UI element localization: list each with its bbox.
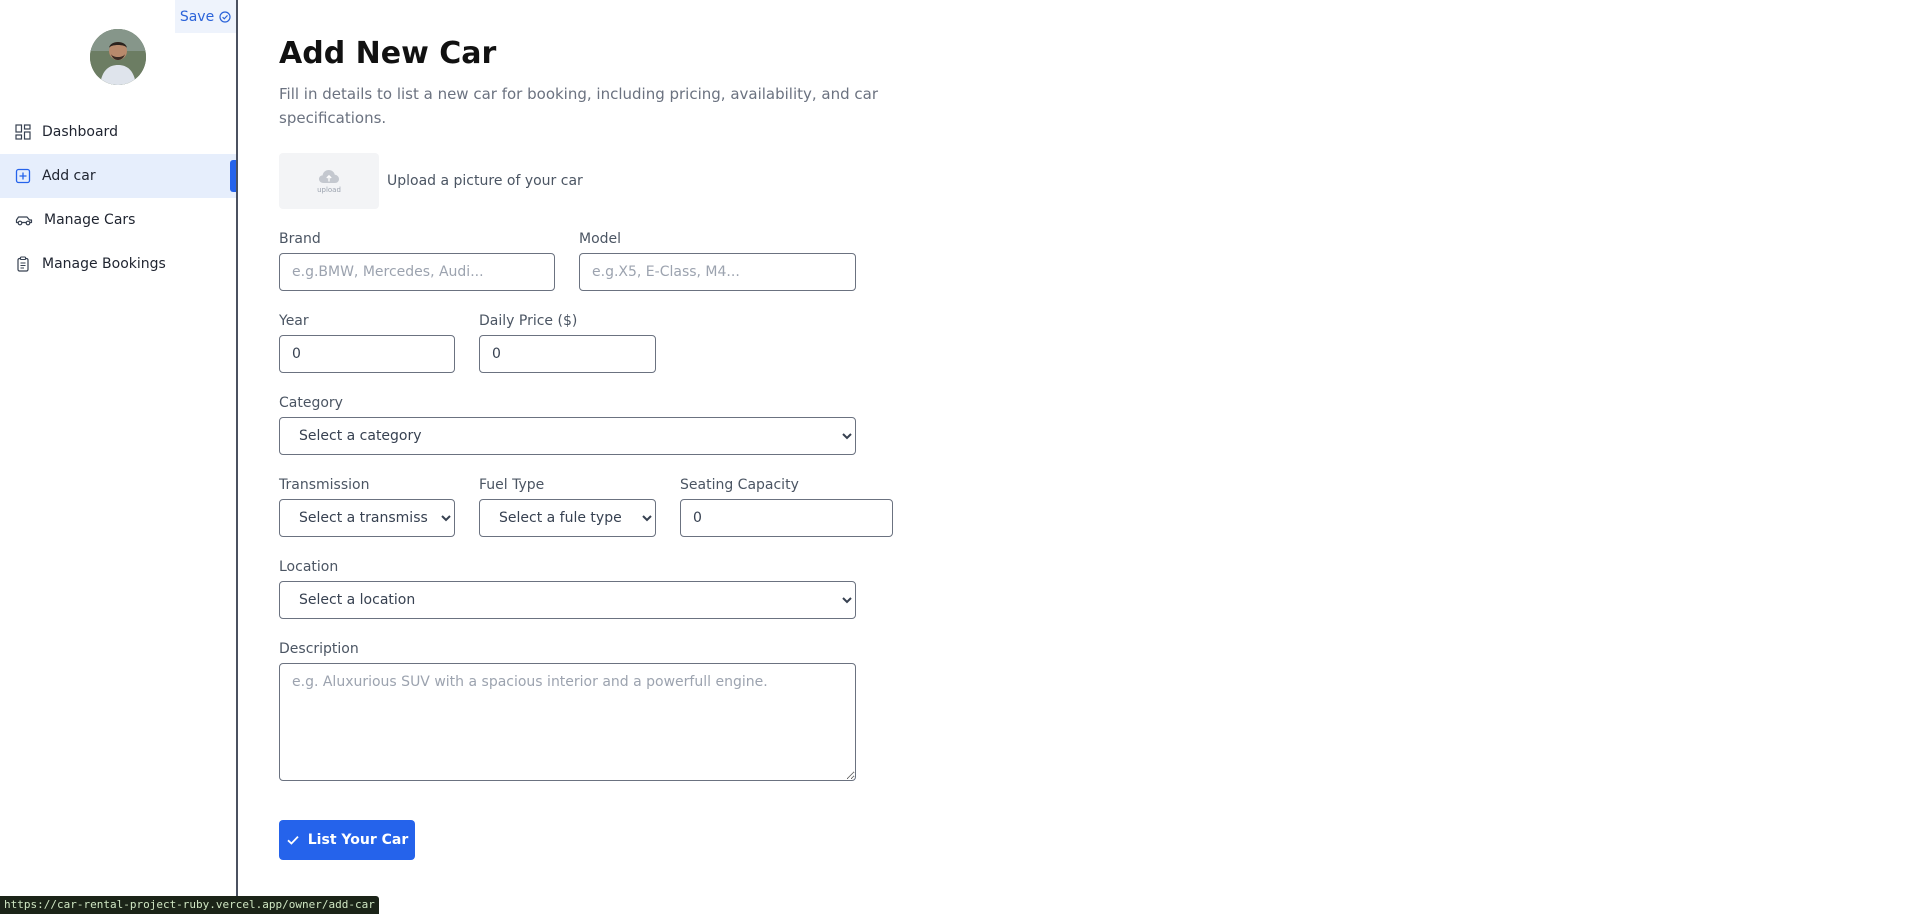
list-your-car-button[interactable] [279, 820, 415, 860]
avatar[interactable] [90, 29, 146, 85]
brand-label: Brand [279, 231, 321, 247]
page-subtitle: Fill in details to list a new car for booking, including pricing, availability, and car specifications. [279, 85, 879, 127]
daily-price-label: Daily Price ($) [479, 313, 578, 329]
clipboard-icon [15, 256, 31, 272]
add-square-icon [15, 168, 31, 184]
category-label: Category [279, 395, 343, 411]
list-your-car-label: List Your Car [307, 832, 409, 848]
location-select[interactable] [279, 581, 856, 619]
upload-image-area[interactable] [279, 153, 379, 209]
transmission-label: Transmission [279, 477, 370, 493]
year-input[interactable] [279, 335, 455, 373]
brand-input[interactable] [279, 253, 555, 291]
fuel-type-select[interactable] [479, 499, 656, 537]
sidebar-item-label: Manage Bookings [42, 256, 166, 272]
sidebar-item-label: Dashboard [42, 124, 118, 140]
check-circle-icon [219, 11, 231, 23]
sidebar-item-add-car[interactable] [0, 154, 236, 198]
sidebar [0, 0, 238, 914]
sidebar-item-manage-bookings[interactable] [0, 242, 236, 286]
avatar-photo [90, 29, 146, 85]
sidebar-item-label: Manage Cars [44, 212, 136, 228]
sidebar-item-label: Add car [42, 168, 96, 184]
car-icon [15, 212, 33, 228]
seating-capacity-label: Seating Capacity [680, 477, 799, 493]
description-textarea[interactable] [279, 663, 856, 781]
page-title: Add New Car [279, 36, 497, 71]
model-label: Model [579, 231, 622, 247]
fuel-type-label: Fuel Type [479, 477, 545, 493]
check-icon [286, 833, 300, 847]
year-label: Year [279, 313, 309, 329]
cloud-upload-icon [318, 169, 340, 185]
daily-price-input[interactable] [479, 335, 656, 373]
location-label: Location [279, 559, 339, 575]
model-input[interactable] [579, 253, 856, 291]
upload-label: Upload a picture of your car [387, 173, 583, 189]
save-button[interactable] [175, 0, 236, 33]
sidebar-nav [0, 110, 236, 286]
save-button-label: Save [179, 8, 215, 25]
upload-box-text: upload [317, 185, 341, 194]
description-label: Description [279, 641, 359, 657]
dashboard-icon [15, 124, 31, 140]
seating-capacity-input[interactable] [680, 499, 893, 537]
sidebar-item-dashboard[interactable] [0, 110, 236, 154]
status-bar-url: https://car-rental-project-ruby.vercel.app/owner/add-car [0, 896, 379, 914]
sidebar-item-manage-cars[interactable] [0, 198, 236, 242]
category-select[interactable] [279, 417, 856, 455]
transmission-select[interactable] [279, 499, 455, 537]
